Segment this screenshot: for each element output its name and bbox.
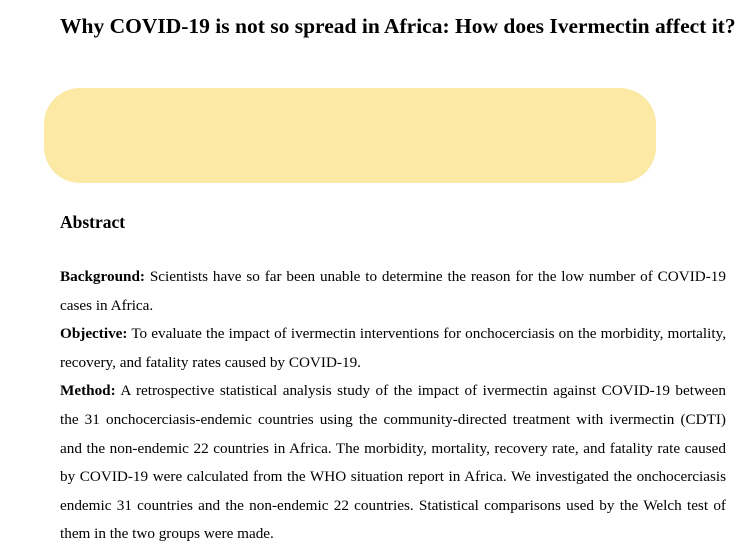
- background-text: Scientists have so far been unable to determine the reason for the low number of COVID-19 cases in Africa.: [60, 268, 726, 314]
- abstract-heading: Abstract: [60, 212, 126, 232]
- method-text: A retrospective statistical analysis study of the impact of ivermectin against COVID-19 between the 31 onchocerciasis-endemic countries using the community-directed treatment with ivermectin (CDTI) and the non-endemic 22 countries in Africa. The morbidity, mortality, recovery rate, and fatality rate caused by COVID-19 were calculated from the WHO situation report in Africa. We investigated the onchocerciasis endemic 31 countries and the non-endemic 22 countries. Statistical comparisons used by the Welch test of them in the two groups were made.: [60, 382, 726, 543]
- background-paragraph: [60, 263, 726, 320]
- abstract-body: [60, 263, 726, 549]
- background-label: Background:: [60, 268, 145, 285]
- method-paragraph: [60, 377, 726, 549]
- paper-title: Why COVID-19 is not so spread in Africa: How does Ivermectin affect it?: [60, 14, 736, 38]
- method-label: Method:: [60, 382, 116, 400]
- objective-paragraph: [60, 320, 726, 377]
- objective-text: To evaluate the impact of ivermectin interventions for onchocerciasis on the morbidity, mortality, recovery, and fatality rates caused by COVID-19.: [60, 325, 726, 371]
- objective-label: Objective:: [60, 325, 128, 343]
- redacted-author-block: [44, 88, 656, 183]
